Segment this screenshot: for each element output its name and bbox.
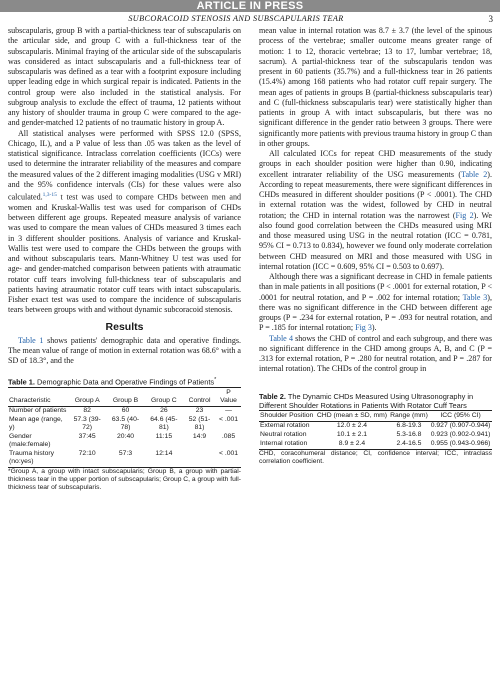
table-cell: < .001: [218, 416, 239, 424]
table-cell: 52 (51-81): [188, 416, 211, 432]
text: t test was used to compare CHDs between men and women and Kruskal-Wallis test was used for comparison of CHDs between different age groups. Repeated measure analysis of variance was used to compare the mean values of CHDs measured 3 times each in 3 different shoulder positions. Analysis of variance and Kruskal-Wallis test were used to compare the CHDs between the groups with and without subscapularis tears. Mann-Whitney U test was used for age- and gender-matched comparison between patients with atraumatic rotator cuff tears involving full-thickness tear of subscapularis and patients having atraumatic rotator cuff tears with intact subscapularis. Fisher exact test was used to compare the incidence of subscapularis tears between groups with and without dynamic subcoracoid stenosis.: [8, 192, 241, 315]
page-number: 3: [488, 14, 493, 24]
table-cell: 8.9 ± 2.4: [315, 440, 388, 450]
table-cell: 20:40: [117, 433, 135, 441]
table-cell: Neutral rotation: [260, 431, 307, 438]
table-cell: 57:3: [106, 450, 144, 468]
column-header: P Value: [216, 387, 241, 406]
text: Although there was a significant decrease in CHD in female patients than in male patients in all positions (P < .0001 for external rotation, P < .0001 for neutral rotation, and P = .002 for internal rotation;: [259, 272, 492, 302]
column-header: Characteristic: [8, 387, 68, 406]
table-cell: 64.6 (45-81): [150, 416, 178, 432]
table-cell: < .001: [216, 450, 241, 468]
table-1: [8, 376, 241, 491]
right-column: [259, 26, 492, 466]
table-cell: 26: [160, 407, 168, 415]
table-footnote: *Group A, a group with intact subscapularis; Group B, a group with partial-thickness tear in the upper portion of subscapularis; Group C, a group with full-thickness tear of subscapularis.: [8, 467, 241, 491]
left-column: [8, 26, 241, 492]
table-cell: 12.0 ± 2.4: [336, 422, 368, 429]
table-cell: 60: [121, 407, 130, 415]
table-cell: 10.1 ± 2.1: [336, 431, 368, 438]
table-cell: .085: [221, 433, 236, 441]
paragraph: [259, 272, 492, 334]
table-cell: 0.927 (0.907-0.944): [430, 422, 491, 429]
table-row: [8, 433, 241, 450]
table-cell: 57.3 (39-72): [73, 416, 101, 432]
table-cell: —: [225, 407, 232, 415]
paragraph: [259, 334, 492, 375]
table-cell: 72:10: [68, 450, 106, 468]
text: ). According to repeat measurements, there were significant differences in CHDs measured in different shoulder positions (P < .0001). The CHD in external rotation was the widest, followed by CHD in neutral rotation; the CHD in internal rotation was the narrowest (: [259, 169, 492, 220]
reference-link[interactable]: 1,3-15: [42, 192, 57, 198]
figure-3-link[interactable]: Fig 3: [355, 323, 372, 333]
paragraph: [8, 336, 241, 367]
table-1-link[interactable]: Table 1: [18, 335, 44, 345]
column-header: Control: [183, 387, 216, 406]
paragraph: subscapularis, group B with a partial-thickness tear of subscapularis on the articular side, and group C with a full-thickness tear of the subscapularis. Minimal fraying of the articular side of the subscapularis was considered as intact subscapularis and a full-thickness tear of subscapularis was defined as a tear with a footprint exposure including upper leading edge in which surgical repair is indicated. Patients in the control group were also included in the statistical analysis. For subgroup analysis to exclude the effect of trauma, 12 patients without any history of shoulder trauma in group C were compared to the age- and gender-matched 12 patients of no traumatic history in group A.: [8, 26, 241, 128]
column-header: Group A: [68, 387, 106, 406]
table-cell: 63.5 (40-78): [111, 416, 140, 432]
table-cell: 12:14: [145, 450, 183, 468]
table-cell: 82: [83, 407, 91, 415]
table-cell: 5.3-16.8: [396, 431, 422, 438]
table-cell: 37:45: [78, 433, 96, 441]
table-cell: External rotation: [260, 422, 310, 429]
table-row: [259, 440, 492, 450]
table-footnote: CHD, coracohumeral distance; CI, confidence interval; ICC, intraclass correlation coefficient.: [259, 449, 492, 465]
footnote-mark: *: [214, 377, 217, 384]
text: All calculated ICCs for repeat CHD measurements of the study groups in each shoulder position were higher than 0.90, indicating excellent intrarater reliability of the USG measurements (: [259, 149, 492, 179]
column-header: Shoulder Position: [259, 410, 315, 421]
table-caption: [259, 392, 492, 410]
table-cell: Mean age (range, y): [9, 416, 63, 432]
table-label: Table 2.: [259, 391, 286, 401]
column-header: ICC (95% CI): [429, 410, 492, 421]
table-row: [8, 450, 241, 468]
table-cell: 0.923 (0.902-0.941): [430, 431, 491, 438]
table-row: [8, 416, 241, 433]
text: All statistical analyses were performed with SPSS 12.0 (SPSS, Chicago, IL), and a P value of less than .05 was taken as the level of statistical significance. Intraclass correlation coefficients (ICCs) were used to determine the intrarater reliability of the measures and compare the measured values of the 2 different imaging modalities (USG v MRI) and the 95% confidence intervals (CIs) for these values were also calculated.: [8, 128, 241, 202]
table-2: [259, 392, 492, 466]
column-header: Group B: [106, 387, 144, 406]
caption-text: The Dynamic CHDs Measured Using Ultrasonography in Different Shoulder Rotations in Patients With Rotator Cuff Tears: [259, 391, 474, 410]
column-header: Range (mm): [389, 410, 429, 421]
table-cell: Internal rotation: [259, 440, 315, 450]
table-row: [259, 421, 492, 431]
table-cell: 14:9: [192, 433, 207, 441]
table-4-link[interactable]: Table 4: [269, 333, 293, 343]
table-cell: 11:15: [155, 433, 173, 441]
table-cell: 23: [195, 407, 204, 415]
text: shows the CHD of control and each subgroup, and there was no significant difference in the CHD among groups A, B, and C (P = .313 for external rotation, P = .280 for neutral rotation, and P = .287 for internal rotation). The CHDs of the control group in: [259, 333, 492, 374]
paragraph: mean value in internal rotation was 8.7 ± 3.7 (the level of the spinous process of the vertebrae; smaller outcome means greater range of motion: 1 to 12, thoracic vertebrae; 13 to 17, lumbar vertebrae; 18, sacrum). A partial-thickness tear of the subscapularis tendon was present in 60 patients (35.7%) and a full-thickness tear in 26 patients (15.4%) among 168 patients who had rotator cuff repair surgery. The mean ages of patients in groups B (partial-thickness subscapularis tear) and C (full-thickness subscapularis tear) were statistically higher than patients in group A with intact subscapularis, but there was no significant difference in the gender ratio between 3 groups. There were significantly more patients with previous trauma history in group C than in other groups.: [259, 26, 492, 148]
text: ), there was no significant difference in the CHD between different age groups (P = .234 for external rotation, P = .093 for neutral rotation, and P = .185 for internal rotation;: [259, 292, 492, 333]
table-label: Table 1.: [8, 377, 35, 387]
paragraph: [8, 129, 241, 316]
results-heading: Results: [105, 320, 144, 333]
article-in-press-banner: ARTICLE IN PRESS: [0, 0, 500, 12]
table-cell: Gender (male:female): [9, 433, 51, 449]
running-head: SUBCORACOID STENOSIS AND SUBSCAPULARIS TEAR: [128, 14, 344, 23]
table-row: [8, 406, 241, 416]
figure-2-link[interactable]: Fig 2: [455, 210, 474, 220]
table-cell: [183, 450, 216, 468]
table-2-link[interactable]: Table 2: [461, 169, 488, 179]
text: shows patients' demographic data and operative findings. The mean value of range of motion in external rotation was 68.6° with a SD of 18.3°, and the: [8, 335, 241, 366]
table-3-link[interactable]: Table 3: [462, 292, 488, 302]
table-caption: [8, 376, 241, 386]
table-cell: 0.955 (0.943-0.966): [430, 440, 491, 447]
column-header: Group C: [145, 387, 183, 406]
table-cell: 2.4-16.5: [389, 440, 429, 450]
table-cell: Number of patients: [9, 407, 67, 415]
column-header: CHD (mean ± SD, mm): [315, 410, 388, 421]
dynamic-chd-table: [259, 410, 492, 450]
caption-text: Demographic Data and Operative Findings of Patients: [34, 377, 215, 387]
demographics-table: [8, 387, 241, 468]
table-cell: 6.8-19.3: [396, 422, 422, 429]
paragraph: [259, 149, 492, 272]
table-row: [259, 431, 492, 440]
text: ). We also found good correlation between the CHDs measured using MRI and those measured using USG in the neutral rotation (ICC = 0.781, 95% CI = 0.713 to 0.834), however we found only moderate correlation between CHD measured on MRI and those measured with USG in internal rotation (ICC = 0.609, 95% CI = 0.503 to 0.697).: [259, 210, 492, 271]
table-cell: Trauma history (no:yes): [8, 450, 68, 468]
text: ).: [371, 323, 377, 333]
